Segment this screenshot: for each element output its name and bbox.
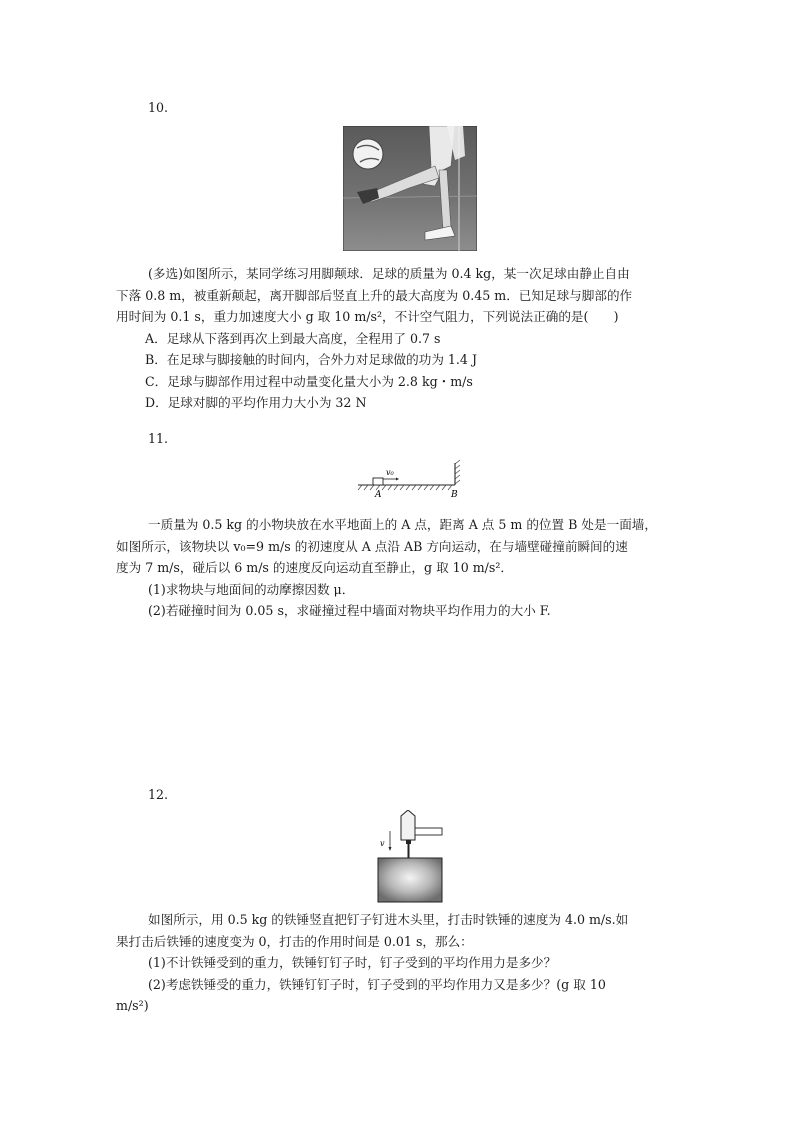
hammer-nail-diagram: [375, 810, 445, 903]
q10-option-b: B．在足球与脚接触的时间内，合外力对足球做的功为 1.4 J: [145, 352, 477, 367]
point-b-label: B: [451, 490, 458, 500]
v0-label: v₀: [386, 468, 394, 477]
q11-part-2: (2)若碰撞时间为 0.05 s，求碰撞过程中墙面对物块平均作用力的大小 F.: [148, 603, 551, 618]
q10-line-3: 用时间为 0.1 s，重力加速度大小 g 取 10 m/s²，不计空气阻力，下列说法正确的是( ): [116, 309, 619, 324]
question-11-body: [116, 514, 678, 622]
q12-line-2: 果打击后铁锤的速度变为 0，打击的作用时间是 0.01 s，那么：: [116, 933, 473, 949]
point-a-label: A: [375, 490, 382, 500]
q10-option-c: C．足球与脚部作用过程中动量变化量大小为 2.8 kg・m/s: [145, 373, 473, 389]
q12-part-2-cont: m/s²): [116, 998, 149, 1013]
q12-part-1: (1)不计铁锤受到的重力，铁锤钉钉子时，钉子受到的平均作用力是多少？: [148, 955, 557, 970]
q11-line-3: 度为 7 m/s，碰后以 6 m/s 的速度反向运动直至静止，g 取 10 m/s²．: [116, 560, 514, 575]
q12-part-2: (2)考虑铁锤受的重力，铁锤钉钉子时，钉子受到的平均作用力又是多少？(g 取 10: [148, 976, 606, 992]
q10-option-a: A．足球从下落到再次上到最大高度，全程用了 0.7 s: [145, 330, 441, 346]
soccer-photo: [343, 126, 477, 251]
question-12-body: [116, 909, 678, 1017]
question-11-number: 11.: [148, 431, 169, 446]
velocity-label: v: [380, 839, 385, 848]
block-wall-diagram: [356, 458, 466, 500]
question-10-number: 10.: [148, 100, 169, 115]
q11-line-2: 如图所示，该物块以 v₀=9 m/s 的初速度从 A 点沿 AB 方向运动，在与墙壁碰撞前瞬间的速: [116, 538, 628, 554]
q12-line-1: 如图所示，用 0.5 kg 的铁锤竖直把钉子钉进木头里，打击时铁锤的速度为 4.0 m/s.如: [148, 912, 629, 927]
question-12-number: 12.: [148, 787, 169, 802]
q10-line-2: 下落 0.8 m，被重新颠起，离开脚部后竖直上升的最大高度为 0.45 m．已知足球与脚部的作: [116, 287, 633, 303]
q11-part-1: (1)求物块与地面间的动摩擦因数 μ．: [148, 581, 355, 597]
question-10-body: [116, 263, 678, 414]
q11-line-1: 一质量为 0.5 kg 的小物块放在水平地面上的 A 点，距离 A 点 5 m 的位置 B 处是一面墙，: [148, 517, 657, 532]
q10-option-d: D．足球对脚的平均作用力大小为 32 N: [145, 395, 367, 410]
q10-line-1: (多选)如图所示，某同学练习用脚颠球．足球的质量为 0.4 kg，某一次足球由静止自由: [148, 266, 630, 281]
